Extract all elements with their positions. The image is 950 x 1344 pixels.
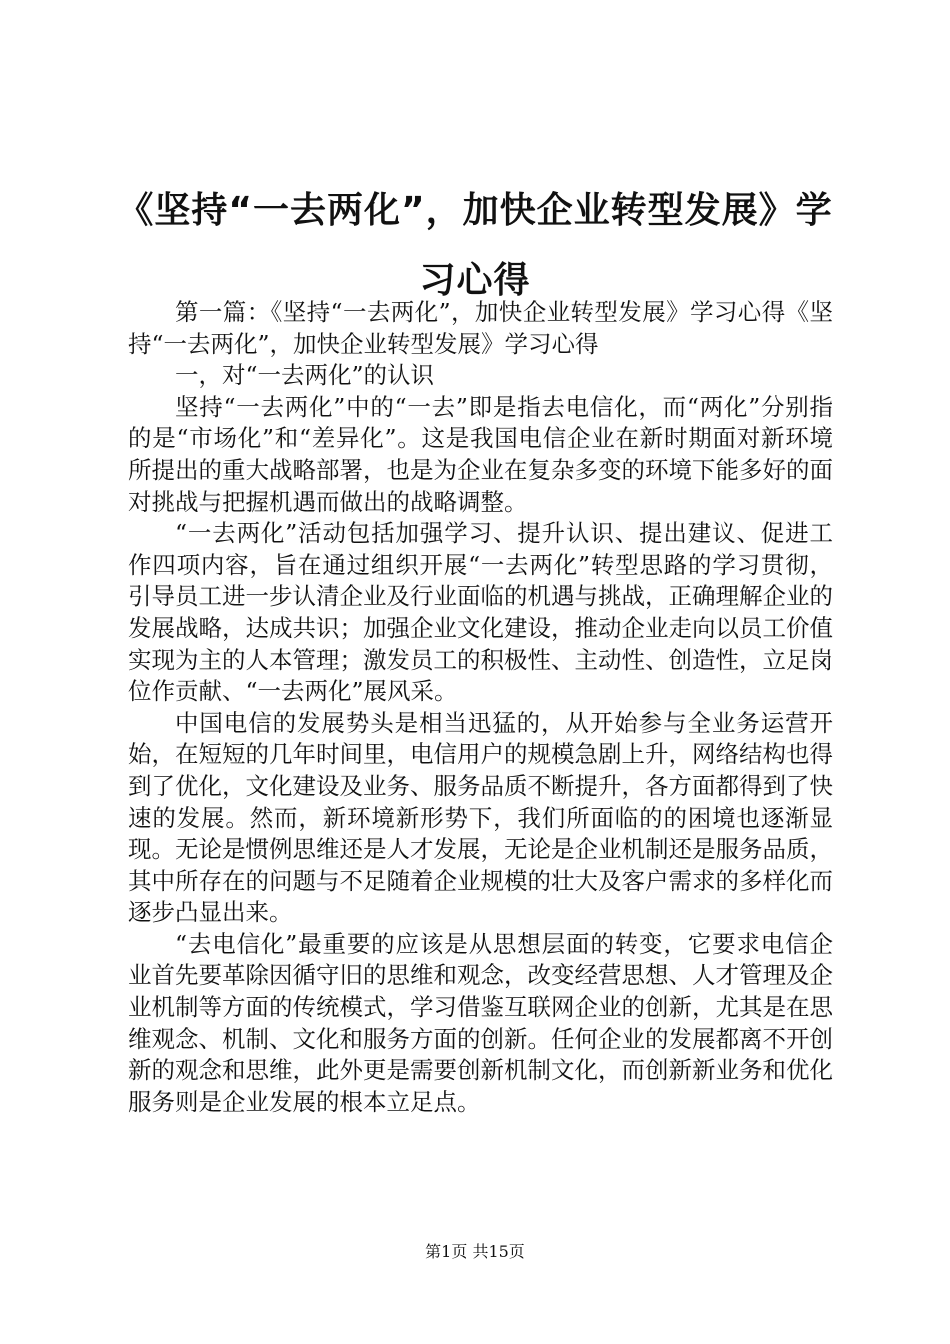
paragraph: 坚持“一去两化”中的“一去”即是指去电信化，而“两化”分别指的是“市场化”和“差异化”。这是我国电信企业在新时期面对新环境所提出的重大战略部署，也是为企业在复杂多变的环境下能多好的面对挑战与把握机遇而做出的战略调整。 — [128, 392, 833, 516]
page-number-footer: 第1页 共15页 — [425, 1242, 525, 1261]
section-heading: 一，对“一去两化”的认识 — [175, 361, 435, 390]
paragraph: “去电信化”最重要的应该是从思想层面的转变，它要求电信企业首先要革除因循守旧的思维和观念，改变经营思想、人才管理及企业机制等方面的传统模式，学习借鉴互联网企业的创新，尤其是在思维观念、机制、文化和服务方面的创新。任何企业的发展都离不开创新的观念和思维，此外更是需要创新机制文化，而创新新业务和优化服务则是企业发展的根本立足点。 — [128, 929, 833, 1116]
document-body — [128, 297, 833, 1118]
paragraph: 第一篇：《坚持“一去两化”，加快企业转型发展》学习心得《坚持“一去两化”，加快企业转型发展》学习心得 — [128, 298, 833, 358]
document-title: 《坚持“一去两化”，加快企业转型发展》学习心得 — [117, 190, 833, 301]
paragraph: “一去两化”活动包括加强学习、提升认识、提出建议、促进工作四项内容，旨在通过组织开展“一去两化”转型思路的学习贯彻，引导员工进一步认清企业及行业面临的机遇与挑战，正确理解企业的发展战略，达成共识；加强企业文化建设，推动企业走向以员工价值实现为主的人本管理；激发员工的积极性、主动性、创造性，立足岗位作贡献、“一去两化”展风采。 — [128, 519, 833, 706]
paragraph: 中国电信的发展势头是相当迅猛的，从开始参与全业务运营开始，在短短的几年时间里，电信用户的规模急剧上升，网络结构也得到了优化，文化建设及业务、服务品质不断提升，各方面都得到了快速的发展。然而，新环境新形势下，我们所面临的的困境也逐渐显现。无论是惯例思维还是人才发展，无论是企业机制还是服务品质，其中所存在的问题与不足随着企业规模的壮大及客户需求的多样化而逐步凸显出来。 — [128, 708, 833, 927]
